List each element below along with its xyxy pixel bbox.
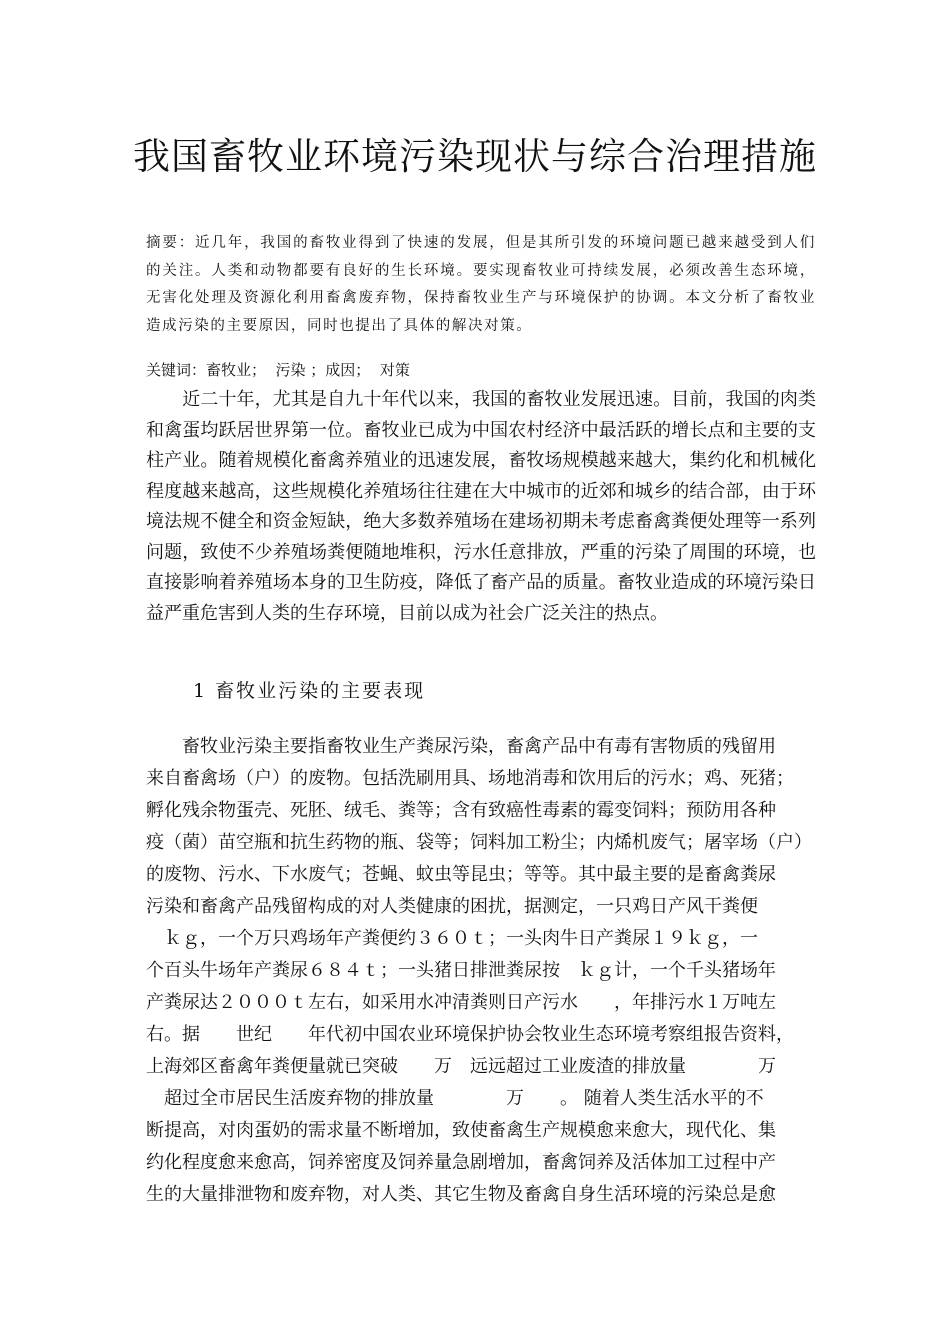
paragraph-line: 上海郊区畜禽年粪便量就已突破 万 远远超过工业废渣的排放量 万 xyxy=(146,1056,776,1077)
paragraph-line: 疫（菌）苗空瓶和抗生药物的瓶、袋等；饲料加工粉尘；内烯机废气；屠宰场（户） xyxy=(146,832,812,853)
intro-paragraph: 近二十年，尤其是自九十年代以来，我国的畜牧业发展迅速。目前，我国的肉类和禽蛋均跃居世界第一位。畜牧业已成为中国农村经济中最活跃的增长点和主要的支柱产业。随着规模化畜禽养殖业的迅速发展，畜牧场规模越来越大，集约化和机械化程度越来越高，这些规模化养殖场往往建在大中城市的近郊和城乡的结合部，由于环境法规不健全和资金短缺，绝大多数养殖场在建场初期未考虑畜禽粪便处理等一系列问题，致使不少养殖场粪便随地堆积，污水任意排放，严重的污染了周围的环境，也直接影响着养殖场本身的卫生防疫，降低了畜产品的质量。畜牧业造成的环境污染日益严重危害到人类的生存环境，目前以成为社会广泛关注的热点。 xyxy=(146,389,816,624)
paragraph-line: 超过全市居民生活废弃物的排放量 万 。 随着人类生活水平的不 xyxy=(146,1088,764,1109)
paragraph-line: ｋｇ，一个万只鸡场年产粪便约３６０ｔ；一头肉牛日产粪尿１９ｋｇ，一 xyxy=(146,928,758,949)
paragraph-line: 生的大量排泄物和废弃物，对人类、其它生物及畜禽自身生活环境的污染总是愈 xyxy=(146,1184,776,1205)
keywords: 关键词：畜牧业； 污染 ；成因； 对策 xyxy=(146,361,410,379)
paragraph-line: 右。据 世纪 年代初中国农业环境保护协会牧业生态环境考察组报告资料， xyxy=(146,1024,794,1045)
paragraph-line: 污染和畜禽产品残留构成的对人类健康的困扰，据测定，一只鸡日产风干粪便 xyxy=(146,896,758,917)
paragraph-line: 孵化残余物蛋壳、死胚、绒毛、粪等；含有致癌性毒素的霉变饲料；预防用各种 xyxy=(146,800,776,821)
section-heading: 1 畜牧业污染的主要表现 xyxy=(193,680,426,702)
paragraph-line: 个百头牛场年产粪尿６８４ｔ；一头猪日排泄粪尿按 ｋｇ计，一个千头猪场年 xyxy=(146,960,776,981)
paragraph-line: 断提高，对肉蛋奶的需求量不断增加，致使畜禽生产规模愈来愈大，现代化、集 xyxy=(146,1120,776,1141)
paragraph-line: 的废物、污水、下水废气；苍蝇、蚊虫等昆虫；等等。其中最主要的是畜禽粪尿 xyxy=(146,864,776,885)
paragraph-line: 畜牧业污染主要指畜牧业生产粪尿污染，畜禽产品中有毒有害物质的残留用 xyxy=(146,736,776,757)
document-title: 我国畜牧业环境污染现状与综合治理措施 xyxy=(133,135,817,178)
paragraph-line: 来自畜禽场（户）的废物。包括洗刷用具、场地消毒和饮用后的污水；鸡、死猪； xyxy=(146,768,794,789)
paragraph-line: 产粪尿达２０００ｔ左右，如采用水冲清粪则日产污水 ，年排污水１万吨左 xyxy=(146,992,776,1013)
abstract: 摘要：近几年，我国的畜牧业得到了快速的发展，但是其所引发的环境问题已越来越受到人们的关注。人类和动物都要有良好的生长环境。要实现畜牧业可持续发展，必须改善生态环境，无害化处理及资源化利用畜禽废弃物，保持畜牧业生产与环境保护的协调。本文分析了畜牧业造成污染的主要原因，同时也提出了具体的解决对策。 xyxy=(146,235,816,334)
section-paragraph xyxy=(146,731,816,1211)
paragraph-line: 约化程度愈来愈高，饲养密度及饲养量急剧增加，畜禽饲养及活体加工过程中产 xyxy=(146,1152,776,1173)
